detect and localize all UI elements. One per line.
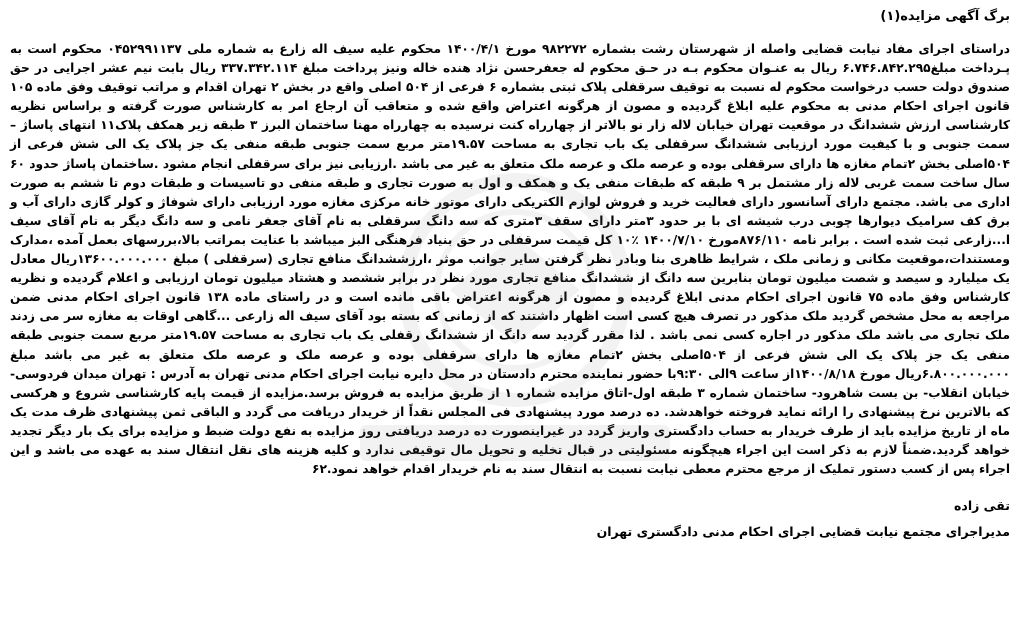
signer-name: تقی زاده <box>954 498 1010 514</box>
notice-body: دراستای اجرای مفاد نیابت قضایی واصله از شهرستان رشت بشماره ۹۸۲۲۷۲ مورخ ۱۴۰۰/۴/۱ محکوم علیه سیف اله زارع به شماره ملی ۰۴۵۲۹۹۱۱۳۷ محکوم است به پـرداخت مبلغ۶.۷۴۶.۸۴۲.۲۹۵ ریال به عنـوان محکوم بـه در حـق محکوم له جعفرحسن نژاد هنده خاله ونیز پرداخت مبلغ ۳۳۷.۳۴۲.۱۱۴ ریال بابت نیم عشر اجرایی در حق صندوق دولت حسب درخواست محکوم له نسبت به توقیف سرقفلی پلاک ثبتی بشماره ۶ فرعی از ۵۰۴ اصلی واقع در بخش ۲ تهران اقدام و مراتب توقیف وفق ماده ۱۰۵ قانون اجرای احکام مدنی به محکوم علیه ابلاغ گردیده و مصون از هرگونه اعتراض واقع شده و متعاقب آن ارجاع امر به کارشناس صورت گرفته و براساس نظریه کارشناسی ارزش ششدانگ در موقعیت تهران خیابان لاله زار نو بالاتر از چهارراه کنت نرسیده به چهارراه مهنا ساختمان البرز ۳ طبقه زیر همکف پلاک۱۱ انتهای پاساژ – سمت جنوبی و با کیفیت مورد ارزیابی ششدانگ سرقفلی یک باب تجاری به مساحت ۱۹.۵۷متر مربع سمت جنوبی طبقه منفی یک جز پلاک یک الی شش فرعی از ۵۰۴اصلی بخش ۲تمام مغازه ها دارای سرقفلی بوده و عرصه ملک و عرصه ملک متعلق به غیر می باشد .ارزیابی نیز برای سرقفلی انجام مشود .ساختمان پاساژ حدود ۶۰ سال ساخت سمت غربی لاله زار مشتمل بر ۹ طبقه که طبقات منفی یک و همکف و اول به صورت تجاری و طبقه منفی دو تاسیسات و طبقات دوم تا ششم به صورت اداری می باشد. مجتمع دارای آسانسور دارای فعالیت خرید و فروش لوازم الکتریکی دارای موتور خانه مرکزی مغازه مورد ارزیابی دارای شوفاژ و کولر گازی دارای آب و برق کف سرامیک دیوارها چوبی درب شیشه ای با بر حدود ۳متر دارای سقف ۳متری که سه دانگ سرقفلی به نام آقای جعفر نامی و سه دانگ دیگر به نام آقای سیف ا...زارعی ثبت شده است . برابر نامه ۸۷۶/۱۱۰مورخ ۱۴۰۰/۷/۱۰ ٪۱۰ کل قیمت سرقفلی در حق بنیاد فرهنگی البز میباشد با عنایت بمراتب بالا،بررسهای بعمل آمده ،مدارک ومستندات،موقعیت مکانی و زمانی ملک ، شرایط ظاهری بنا وبادر نظر گرفتن سایر جوانب موثر ،ارزششدانگ منافع تجاری (سرقفلی ) مبلغ ۱۳۶۰۰.۰۰۰.۰۰۰ریال معادل یک میلیارد و سیصد و شصت میلیون تومان بنابرین سه دانگ از ششدانگ منافع تجاری مورد نظر در برابر ششصد و هشتاد میلیون تومان ارزیابی و اعلام گردیده و نظریه کارشناس وفق ماده ۷۵ قانون اجرای احکام مدنی ابلاغ گردیده و مصون از هرگونه اعتراض باقی مانده است و در راستای ماده ۱۳۸ قانون اجرای احکام مدنی ضمن مراجعه به محل مشخص گردید ملک مذکور در تصرف هیچ کسی است اظهار داشتند که از زمانی که بسته بود آقای سیف اله زارعی ...گاهی اوقات به مغازه سر می زدند ملک تجاری می باشد ملک مذکور در اجاره کسی نمی باشد . لذا مقرر گردید سه دانگ از ششدانگ رقفلی یک باب تجاری به مساحت ۱۹.۵۷متر مربع سمت جنوبی طبقه منفی یک جز پلاک یک الی شش فرعی از ۵۰۴اصلی بخش ۲تمام مغازه ها دارای سرقفلی بوده و عرصه ملک و عرصه ملک متعلق به غیر می باشد مبلغ ۶.۸۰۰.۰۰۰.۰۰۰ریال مورخ ۱۴۰۰/۸/۱۸از ساعت ۹الی ۹:۳۰با حضور نماینده محترم دادستان در محل دایره نیابت اجرای احکام مدنی تهران به آدرس : تهران میدان فردوسی- خیابان انقلاب- بن بست شاهرود- ساختمان شماره ۳ طبقه اول-اتاق مزایده شماره ۱ از طریق مزایده به فروش برسد.مزایده از قیمت پایه کارشناسی شروع و هرکسی که بالاترین نرخ پیشنهادی را ارائه نماید فروخته خواهدشد. ده درصد مورد پیشنهادی فی المجلس نقداً از خریدار دریافت می گردد و الباقی ثمن پیشنهادی ظرف مدت یک ماه از تاریخ مزایده باید از طرف خریدار به حساب دادگستری واریز گردد در غیراینصورت ده درصد دریافتی روز مزایده به نفع دولت ضبط و مزایده برای یک بار دیگر تجدید خواهد گردید.ضمناً لازم به ذکر است این اجراء هیچگونه مسئولیتی در قبال تخلیه و تحویل مال توقیفی ندارد و کلیه هزینه های نقل انتقال سند به عهده می باشد و این اجراء پس از کسب دستور تملیک از مرجع محترم معطی نیابت نسبت به انتقال سند به نام خریدار اقدام خواهد نمود.۶۲ <box>10 42 1011 477</box>
department-title: مدیراجرای مجتمع نیابت قضایی اجرای احکام مدنی دادگستری تهران <box>596 524 1010 540</box>
notice-title: برگ آگهی مزایده(۱) <box>880 9 1010 24</box>
